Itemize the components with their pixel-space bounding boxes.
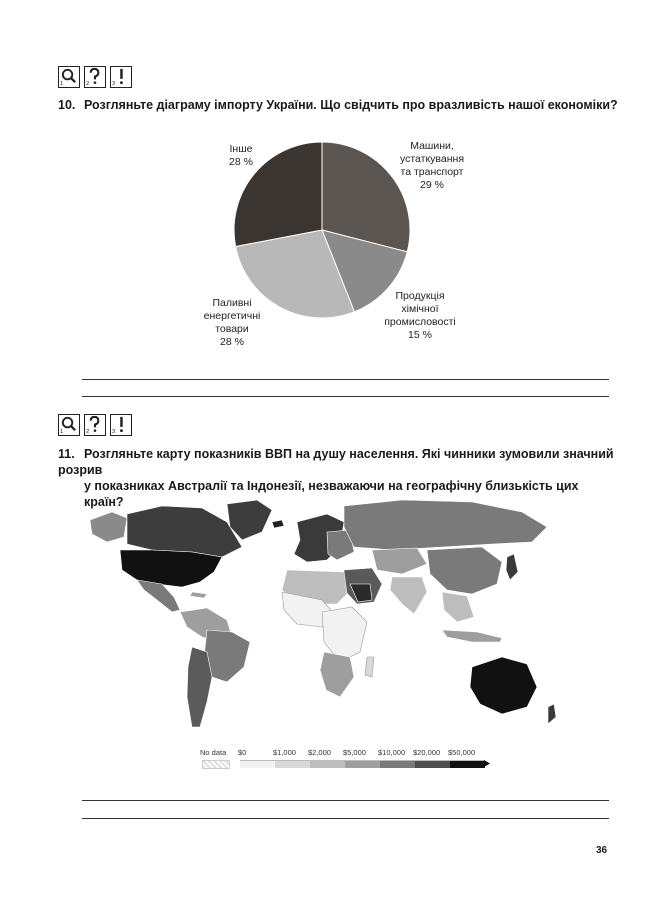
pie-label-line: промисловості <box>384 316 456 328</box>
answer-line[interactable] <box>82 800 609 801</box>
legend-label: $1,000 <box>273 748 296 757</box>
question-text-line1: Розгляньте карту показників ВВП на душу населення. Які чинники зумовили значний розрив <box>58 447 614 477</box>
answer-line[interactable] <box>82 818 609 819</box>
legend-swatch <box>345 760 380 768</box>
legend-swatch <box>380 760 415 768</box>
page-number: 36 <box>596 845 608 856</box>
map-region-southeast-asia <box>442 592 474 622</box>
map-region-south-asia <box>390 577 427 614</box>
pie-label-line: енергетичні <box>203 310 261 322</box>
icon-number: 1 <box>59 81 64 86</box>
legend-no-data-label: No data <box>200 748 227 757</box>
map-region-usa <box>120 550 222 587</box>
pie-slice-label <box>370 290 470 342</box>
legend-label: $10,000 <box>378 748 406 757</box>
pie-label-line: та транспорт <box>400 166 464 178</box>
pie-value-label: 15 % <box>408 329 432 341</box>
map-region-madagascar <box>365 657 374 677</box>
question-number: 10. <box>58 98 76 112</box>
map-region-australia <box>470 657 537 714</box>
pie-label-line: Продукція <box>395 290 445 302</box>
map-region-new-zealand <box>548 704 556 724</box>
map-legend <box>200 748 500 778</box>
map-region-china <box>427 547 502 594</box>
icon-number: 2 <box>85 429 90 434</box>
question-text-line2: у показниках Австралії та Індонезії, незважаючи на географічну близькість цих країн? <box>84 479 579 509</box>
map-region-central-asia <box>372 548 427 574</box>
legend-swatch <box>275 760 310 768</box>
answer-line[interactable] <box>82 396 609 397</box>
map-region-southern-africa <box>320 652 354 697</box>
pie-value-label: 29 % <box>420 179 444 191</box>
pie-label-line: Машини, <box>410 140 454 152</box>
legend-swatch <box>450 760 485 768</box>
legend-label: $0 <box>238 748 247 757</box>
pie-label-line: Інше <box>229 143 253 155</box>
pie-label-line: товари <box>215 323 249 335</box>
question-text: Розгляньте діаграму імпорту України. Що свідчить про вразливість нашої економіки? <box>84 98 618 112</box>
legend-label: $5,000 <box>343 748 366 757</box>
question-mark-icon <box>84 414 106 436</box>
icon-number: 1 <box>59 429 64 434</box>
legend-no-data-swatch <box>202 760 230 769</box>
map-region-iceland <box>272 520 284 528</box>
magnifier-icon <box>58 414 80 436</box>
gdp-world-map <box>82 492 582 742</box>
pie-slice-label <box>182 297 282 349</box>
icon-number: 3 <box>111 81 116 86</box>
pie-value-label: 28 % <box>220 336 244 348</box>
answer-line[interactable] <box>82 379 609 380</box>
map-region-russia <box>344 500 547 550</box>
map-region-indonesia <box>442 630 502 642</box>
pie-label-line: Паливні <box>212 297 252 309</box>
legend-label: $2,000 <box>308 748 331 757</box>
pie-slice-label <box>191 143 291 169</box>
pie-label-line: устаткування <box>399 153 465 165</box>
legend-swatch <box>415 760 450 768</box>
legend-label: $50,000 <box>448 748 476 757</box>
pie-slice-label <box>382 140 482 192</box>
legend-arrow-icon <box>484 760 490 767</box>
legend-label: $20,000 <box>413 748 441 757</box>
legend-swatch <box>310 760 345 768</box>
exclamation-icon <box>110 414 132 436</box>
map-region-canada <box>127 506 242 557</box>
map-region-japan <box>506 554 518 580</box>
pie-label-line: хімічної <box>401 303 439 315</box>
question-number: 11. <box>58 447 75 461</box>
pie-value-label: 28 % <box>229 156 253 168</box>
icon-number: 3 <box>111 429 116 434</box>
task-icons-q11 <box>58 414 132 436</box>
map-region-caribbean <box>190 592 207 598</box>
map-region-alaska <box>90 512 127 542</box>
icon-number: 2 <box>85 81 90 86</box>
map-region-southern-cone <box>187 647 212 727</box>
legend-swatch <box>240 760 275 768</box>
